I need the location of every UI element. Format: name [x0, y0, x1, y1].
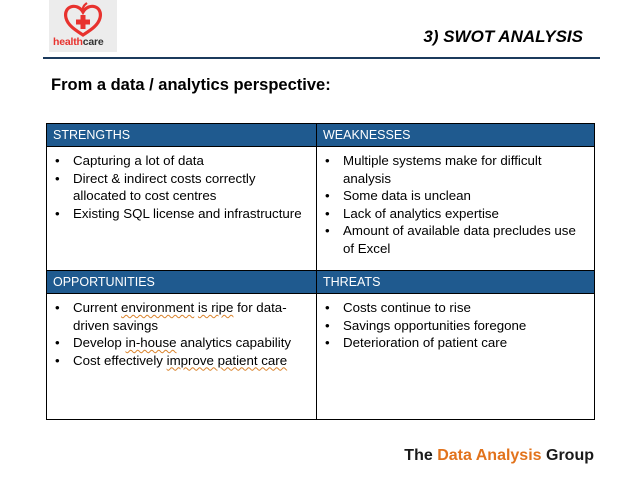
opportunities-heading: OPPORTUNITIES	[47, 271, 317, 294]
opportunities-cell	[47, 294, 317, 420]
company-footer-logo: The Data Analysis Group	[404, 447, 594, 464]
list-item: • Capturing a lot of data	[55, 153, 204, 168]
list-item: • Amount of available data precludes use of Excel	[325, 223, 576, 256]
threats-cell	[317, 294, 595, 420]
slide-subtitle: From a data / analytics perspective:	[51, 76, 331, 94]
list-item: • Current environment is ripe for data-driven savings	[55, 300, 287, 333]
list-item: • Existing SQL license and infrastructure	[55, 205, 302, 221]
slide-title: 3) SWOT ANALYSIS	[423, 27, 583, 46]
heart-apple-icon	[49, 0, 117, 40]
weaknesses-heading: WEAKNESSES	[317, 124, 595, 147]
list-item: • Direct & indirect costs correctly allocated to cost centres	[55, 170, 256, 203]
list-item: • Costs continue to rise	[325, 300, 471, 315]
threats-heading: THREATS	[317, 271, 595, 294]
list-item: • Multiple systems make for difficult analysis	[325, 153, 542, 186]
list-item: • Lack of analytics expertise	[325, 205, 499, 221]
healthcare-logo	[49, 0, 117, 52]
weaknesses-cell	[317, 147, 595, 271]
list-item: • Cost effectively improve patient care	[55, 352, 288, 368]
strengths-cell	[47, 147, 317, 271]
list-item: • Savings opportunities foregone	[325, 317, 527, 333]
list-item: • Develop in-house analytics capability	[55, 335, 292, 350]
title-divider	[43, 57, 600, 59]
list-item: • Some data is unclean	[325, 188, 471, 203]
list-item: • Deterioration of patient care	[325, 335, 508, 350]
swot-table	[46, 123, 595, 420]
logo-wordmark: healthcare	[53, 36, 104, 48]
strengths-heading: STRENGTHS	[47, 124, 317, 147]
